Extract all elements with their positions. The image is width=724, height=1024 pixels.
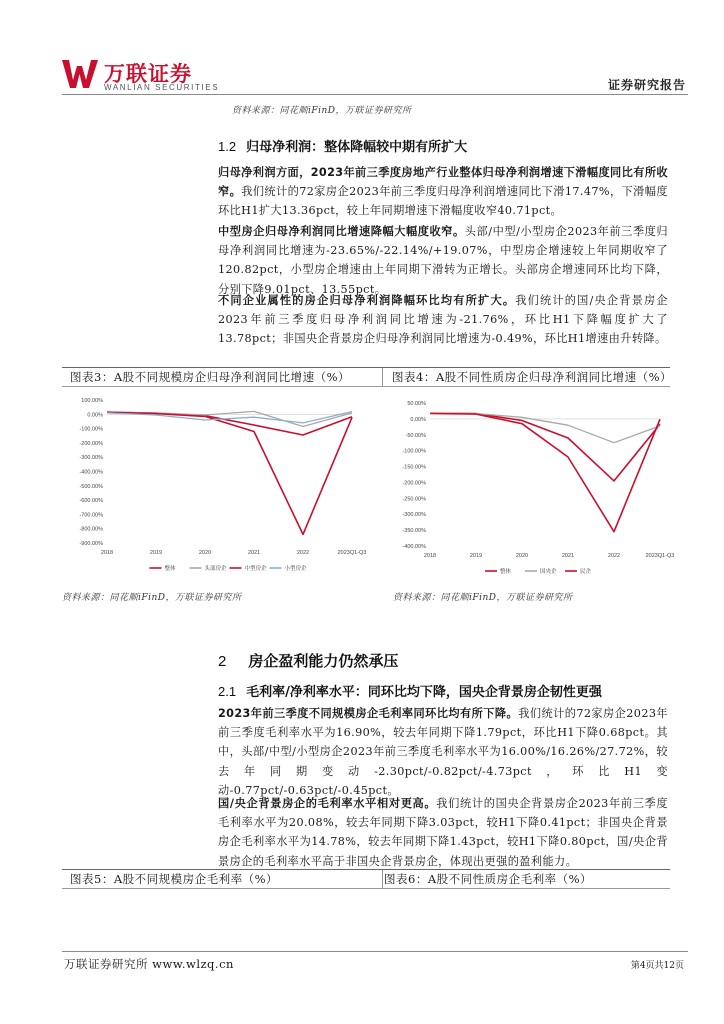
y-tick-label: -250.00% [402,496,426,503]
logo-name-en: WANLIAN SECURITIES [104,83,220,92]
x-tick-label: 2022 [607,553,621,559]
x-tick-label: 2018 [423,553,437,559]
paragraph-lead: 2023年前三季度不同规模房企毛利率同环比均有所下降。 [218,707,519,720]
x-tick-label: 2023Q1-Q3 [337,550,367,556]
section-2-heading [218,650,398,671]
y-tick-label: -600.00% [79,498,103,505]
y-tick-label: -800.00% [79,526,103,533]
y-tick-label: -100.00% [402,448,426,455]
page-number: 第4页共12页 [630,961,684,971]
x-tick-label: 2019 [469,553,483,559]
report-type: 证券研究报告 [607,78,686,92]
y-tick-label: -300.00% [79,455,103,462]
y-tick-label: 0.00% [87,412,103,419]
y-tick-label: -400.00% [79,469,103,476]
series-line-1 [430,413,660,443]
y-tick-label: -50.00% [405,432,426,439]
paragraph-body: 我们统计的国央企背景房企2023年前三季度毛利率水平为20.08%，较去年同期下降3.03pct，较H1下降0.41pct；非国央企背景房企毛利率水平为14.78%，较去年同期下降1.43pct，较H1下降0.80pct，国/央企背景房企的毛利率水平高于非国央企背景房企，体现出更强的盈利能力。 [218,797,669,868]
figure-4-chart [385,390,675,580]
paragraph-lead: 中型房企归母净利润同比增速降幅大幅度收窄。 [218,225,465,238]
y-tick-label: -200.00% [79,440,103,447]
y-tick-label: -300.00% [402,512,426,519]
section-title: 毛利率/净利率水平：同环比均下降，国央企背景房企韧性更强 [246,685,602,700]
paragraph-2 [218,222,668,299]
figure-3-4-caption-row [62,367,673,387]
figure-4-source: 资料来源：同花顺iFinD，万联证券研究所 [393,593,573,603]
legend-label: 中型房企 [244,566,267,572]
paragraph-body: 我们统计的72家房企2023年前三季度毛利率水平为16.90%，较去年同期下降1.79pct，环比H1下降0.68pct。其中，头部/中型/小型房企2023年前三季度毛利率水平为16.00%/16.26%/27.72%，较去年同期变动-2.30pct/-0.82pct/-4.73pct，环比H1变动-0.77pct/-0.63pct/-0.45pct。 [218,707,668,797]
paragraph-4 [218,704,668,800]
legend-label: 小型房企 [284,566,307,572]
figure-3-source: 资料来源：同花顺iFinD，万联证券研究所 [62,593,242,603]
y-tick-label: -700.00% [79,512,103,519]
x-tick-label: 2019 [149,550,163,556]
x-tick-label: 2021 [561,553,575,559]
logo-name-cn: 万联证券 [104,62,192,86]
figure-3-chart [62,390,367,580]
section-1-2-heading [218,136,467,155]
y-tick-label: -100.00% [79,426,103,433]
legend-label: 国央企 [540,569,557,575]
legend-label: 民企 [580,569,592,575]
section-title: 房企盈利能力仍然承压 [248,652,399,670]
paragraph-lead: 归母净利润方面，2023年前三季度房地产行业整体归母净利润增速下滑幅度同比有所收窄。 [218,166,668,199]
x-tick-label: 2023Q1-Q3 [645,553,675,559]
x-tick-label: 2020 [198,550,212,556]
figure-4-caption: 图表4：A股不同性质房企归母净利润同比增速（%） [392,370,673,384]
series-line-0 [430,413,660,481]
paragraph-5 [218,794,668,871]
paragraph-1 [218,163,668,221]
section-number: 2.1 [218,684,237,699]
paragraph-3 [218,291,668,349]
x-tick-label: 2022 [296,550,310,556]
figure-5-6-caption-row [62,869,670,889]
x-tick-label: 2020 [515,553,529,559]
top-source: 资料来源：同花顺iFinD，万联证券研究所 [232,106,412,116]
legend-label: 头部房企 [204,566,227,572]
y-tick-label: 100.00% [81,398,103,404]
legend-label: 整体 [500,569,512,575]
footer-divider [62,951,688,952]
figure-6-caption: 图表6：A股不同性质房企毛利率（%） [384,872,593,886]
header-divider [62,94,688,95]
paragraph-lead: 国/央企背景房企的毛利率水平相对更高。 [218,797,437,810]
x-tick-label: 2018 [100,550,114,556]
caption-separator [382,870,383,888]
y-tick-label: 0.00% [410,416,426,423]
paragraph-body: 我们统计的国/央企背景房企2023年前三季度归母净利润同比增速为-21.76%，环比H1下降幅度扩大了13.78pct；非国央企背景房企归母净利润同比增速为-0.49%，环比H1增速由升转降。 [218,294,668,346]
paragraph-body: 我们统计的72家房企2023年前三季度归母净利润增速同比下滑17.47%，下滑幅度环比H1扩大13.36pct，较上年同期增速下滑幅度收窄40.71pct。 [218,185,668,218]
x-tick-label: 2021 [247,550,261,556]
section-number: 2 [218,653,227,670]
legend-label: 整体 [164,566,176,572]
section-title: 归母净利润：整体降幅较中期有所扩大 [246,140,468,155]
paragraph-lead: 不同企业属性的房企归母净利润降幅环比均有所扩大。 [218,294,516,307]
y-tick-label: -400.00% [402,544,426,550]
wanlian-logo-icon [62,58,98,90]
y-tick-label: 50.00% [407,401,426,407]
y-tick-label: -200.00% [402,480,426,487]
paragraph-body: 头部/中型/小型房企2023年前三季度归母净利润同比增速为-23.65%/-22.14%/+19.07%，中型房企增速较上年同期收窄了120.82pct，小型房企增速由上年同期下滑转为正增长。头部房企增速同环比均下降，分别下降9.01pct、13.55pct。 [218,225,669,296]
y-tick-label: -350.00% [402,528,426,535]
y-tick-label: -900.00% [79,541,103,547]
figure-5-caption: 图表5：A股不同规模房企毛利率（%） [70,872,279,886]
y-tick-label: -150.00% [402,464,426,471]
series-line-2 [430,414,660,532]
figure-3-caption: 图表3：A股不同规模房企归母净利润同比增速（%） [70,370,351,384]
section-2-1-heading [218,681,602,700]
footer-source: 万联证券研究所 www.wlzq.cn [64,957,234,971]
y-tick-label: -500.00% [79,483,103,490]
section-number: 1.2 [218,139,237,154]
caption-separator [382,368,383,386]
